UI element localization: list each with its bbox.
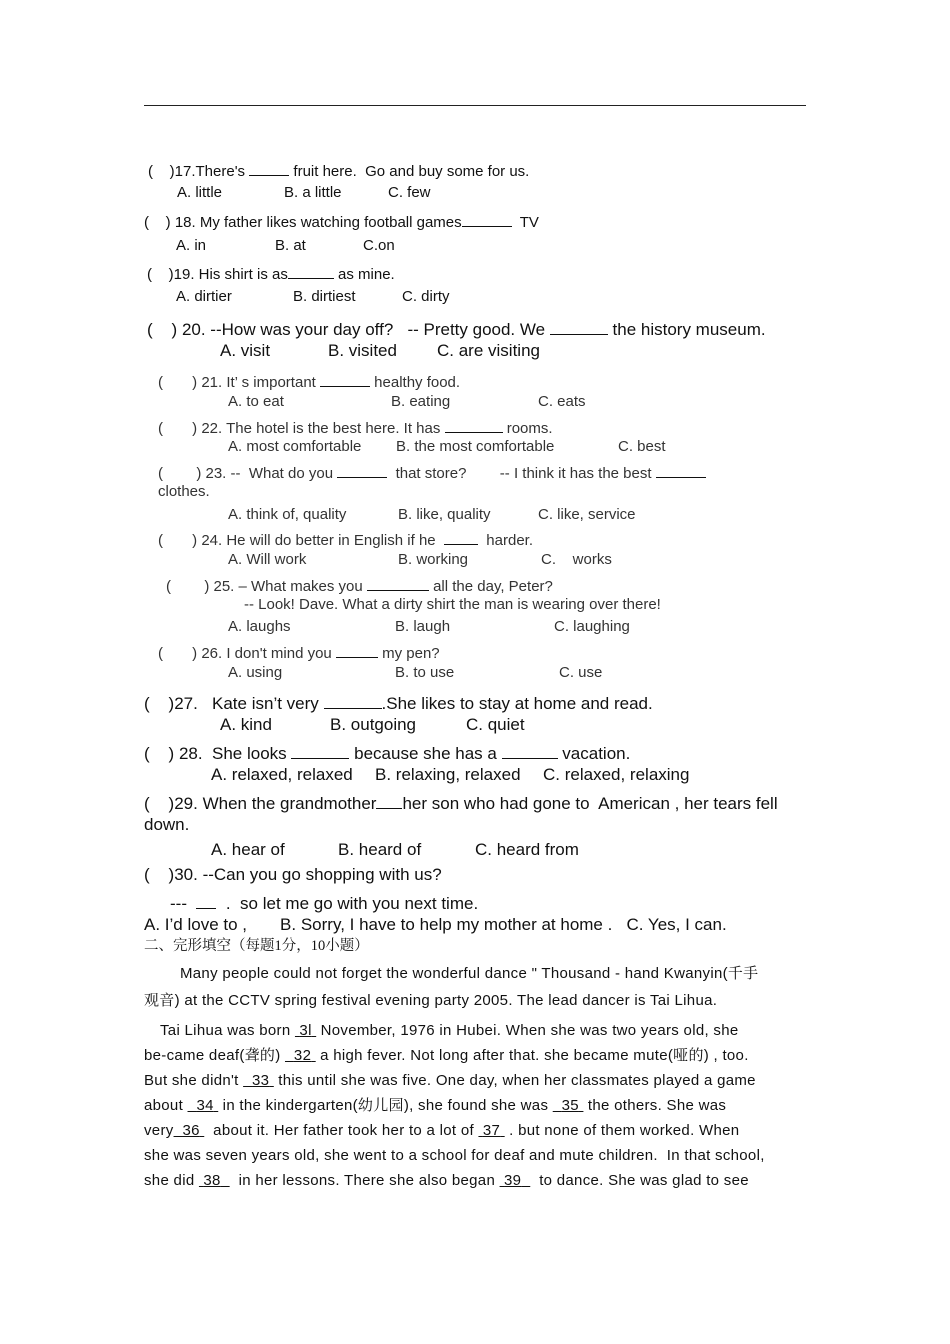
option-a: A. visit — [220, 341, 271, 360]
option-a: A. kind — [220, 715, 272, 734]
blank-35[interactable]: 35 — [561, 1097, 579, 1114]
answer-blank[interactable] — [502, 741, 558, 759]
question-24: ( ) 24. He will do better in English if he harder. — [158, 529, 533, 548]
answer-blank[interactable] — [291, 741, 349, 759]
blank-39[interactable]: 39 — [504, 1172, 522, 1189]
answer-blank[interactable] — [550, 317, 608, 335]
option-c: C. are visiting — [437, 341, 540, 360]
option-b: B. a little — [284, 184, 342, 201]
option-b: B. like, quality — [398, 506, 491, 523]
option-a: A. hear of — [211, 840, 285, 859]
blank-37[interactable]: 37 — [482, 1122, 501, 1139]
passage-line-7: very 36 about it. Her father took her to a lot of 37 . but none of them worked. When — [144, 1122, 740, 1139]
blank-34[interactable]: 34 — [196, 1097, 214, 1114]
option-b: B. the most comfortable — [396, 438, 555, 455]
blank-32[interactable]: 32 — [293, 1047, 312, 1064]
question-23-continued: clothes. — [158, 483, 210, 500]
option-a: A. Will work — [228, 551, 307, 568]
option-c: C. few — [388, 184, 431, 201]
answer-blank[interactable] — [288, 263, 334, 279]
option-a: A. using — [228, 664, 283, 681]
question-25-continued: -- Look! Dave. What a dirty shirt the man is wearing over there! — [244, 596, 661, 613]
blank-33[interactable]: 33 — [252, 1072, 270, 1089]
option-c: C. laughing — [554, 618, 630, 635]
passage-line-4: be-came deaf(聋的) 32 a high fever. Not long after that. she became mute(哑的) , too. — [144, 1047, 749, 1064]
question-17: ( )17.There's fruit here. Go and buy some for us. — [148, 160, 529, 179]
option-a: A. to eat — [228, 393, 284, 410]
passage-line-3: Tai Lihua was born 3l November, 1976 in Hubei. When she was two years old, she — [160, 1022, 739, 1039]
option-c: C.on — [363, 237, 395, 254]
answer-blank[interactable] — [196, 891, 216, 909]
answer-blank[interactable] — [337, 462, 387, 478]
option-c: C. works — [541, 551, 612, 568]
question-29-continued: down. — [144, 815, 190, 834]
blank-38[interactable]: 38 — [203, 1172, 221, 1189]
option-b: B. laugh — [395, 618, 451, 635]
question-19: ( )19. His shirt is as as mine. — [147, 263, 395, 282]
question-18: ( ) 18. My father likes watching football games TV — [144, 211, 539, 230]
option-b: B. working — [398, 551, 469, 568]
question-25: ( ) 25. – What makes you all the day, Peter? — [166, 575, 553, 594]
question-22: ( ) 22. The hotel is the best here. It has rooms. — [158, 417, 553, 436]
option-b: B. heard of — [338, 840, 422, 859]
question-30: ( )30. --Can you go shopping with us? — [144, 865, 442, 884]
answer-blank[interactable] — [462, 211, 512, 227]
option-c: C. relaxed, relaxing — [543, 765, 690, 784]
blank-36[interactable]: 36 — [182, 1122, 200, 1139]
option-b: B. outgoing — [330, 715, 417, 734]
option-a: A. dirtier — [176, 288, 232, 305]
option-a: A. most comfortable — [228, 438, 362, 455]
passage-line-5: But she didn't 33 this until she was five. One day, when her classmates played a game — [144, 1072, 756, 1089]
question-26: ( ) 26. I don't mind you my pen? — [158, 642, 440, 661]
passage-line-2: 观音) at the CCTV spring festival evening party 2005. The lead dancer is Tai Lihua. — [144, 992, 718, 1009]
blank-31[interactable]: 3l — [299, 1022, 312, 1039]
answer-blank[interactable] — [324, 691, 382, 709]
option-b: B. dirtiest — [293, 288, 356, 305]
answer-blank[interactable] — [444, 529, 478, 545]
answer-blank[interactable] — [445, 417, 503, 433]
option-a: A. relaxed, relaxed — [211, 765, 353, 784]
option-a: A. think of, quality — [228, 506, 347, 523]
option-c: C. dirty — [402, 288, 450, 305]
option-a: A. laughs — [228, 618, 291, 635]
answer-blank[interactable] — [320, 371, 370, 387]
question-20: ( ) 20. --How was your day off? -- Pretty good. We the history museum. — [147, 317, 766, 338]
option-c: C. quiet — [466, 715, 525, 734]
question-27: ( )27. Kate isn’t very .She likes to stay at home and read. — [144, 691, 653, 712]
option-c: C. best — [618, 438, 666, 455]
answer-blank[interactable] — [367, 575, 429, 591]
option-a: A. in — [176, 237, 207, 254]
option-c: C. eats — [538, 393, 586, 410]
option-c: C. like, service — [538, 506, 636, 523]
option-b: B. to use — [395, 664, 455, 681]
option-b: B. visited — [328, 341, 397, 360]
section-2-title: 二、完形填空（每题1分，10小题） — [144, 938, 369, 954]
question-21: ( ) 21. It’ s important healthy food. — [158, 371, 460, 390]
passage-line-9: she did 38 in her lessons. There she also began 39 to dance. She was glad to see — [144, 1172, 749, 1189]
option-c: C. heard from — [475, 840, 579, 859]
answer-blank[interactable] — [336, 642, 378, 658]
question-28: ( ) 28. She looks because she has a vacation. — [144, 741, 630, 762]
answer-blank[interactable] — [249, 160, 289, 176]
question-30-continued: --- . so let me go with you next time. — [170, 891, 478, 912]
passage-line-8: she was seven years old, she went to a school for deaf and mute children. In that school, — [144, 1147, 765, 1164]
option-a: A. little — [177, 184, 223, 201]
question-30-options: A. I’d love to , B. Sorry, I have to help my mother at home . C. Yes, I can. — [144, 915, 727, 934]
question-29: ( )29. When the grandmother her son who had gone to American , her tears fell — [144, 791, 778, 812]
header-rule — [144, 105, 806, 106]
answer-blank[interactable] — [376, 791, 402, 809]
answer-blank[interactable] — [656, 462, 706, 478]
passage-line-1: Many people could not forget the wonderful dance " Thousand - hand Kwanyin(千手 — [180, 965, 759, 982]
option-c: C. use — [559, 664, 603, 681]
option-b: B. eating — [391, 393, 451, 410]
question-23: ( ) 23. -- What do you that store? -- I think it has the best — [158, 462, 706, 481]
option-b: B. relaxing, relaxed — [375, 765, 521, 784]
passage-line-6: about 34 in the kindergarten(幼儿园), she found she was 35 the others. She was — [144, 1097, 727, 1114]
option-b: B. at — [275, 237, 306, 254]
